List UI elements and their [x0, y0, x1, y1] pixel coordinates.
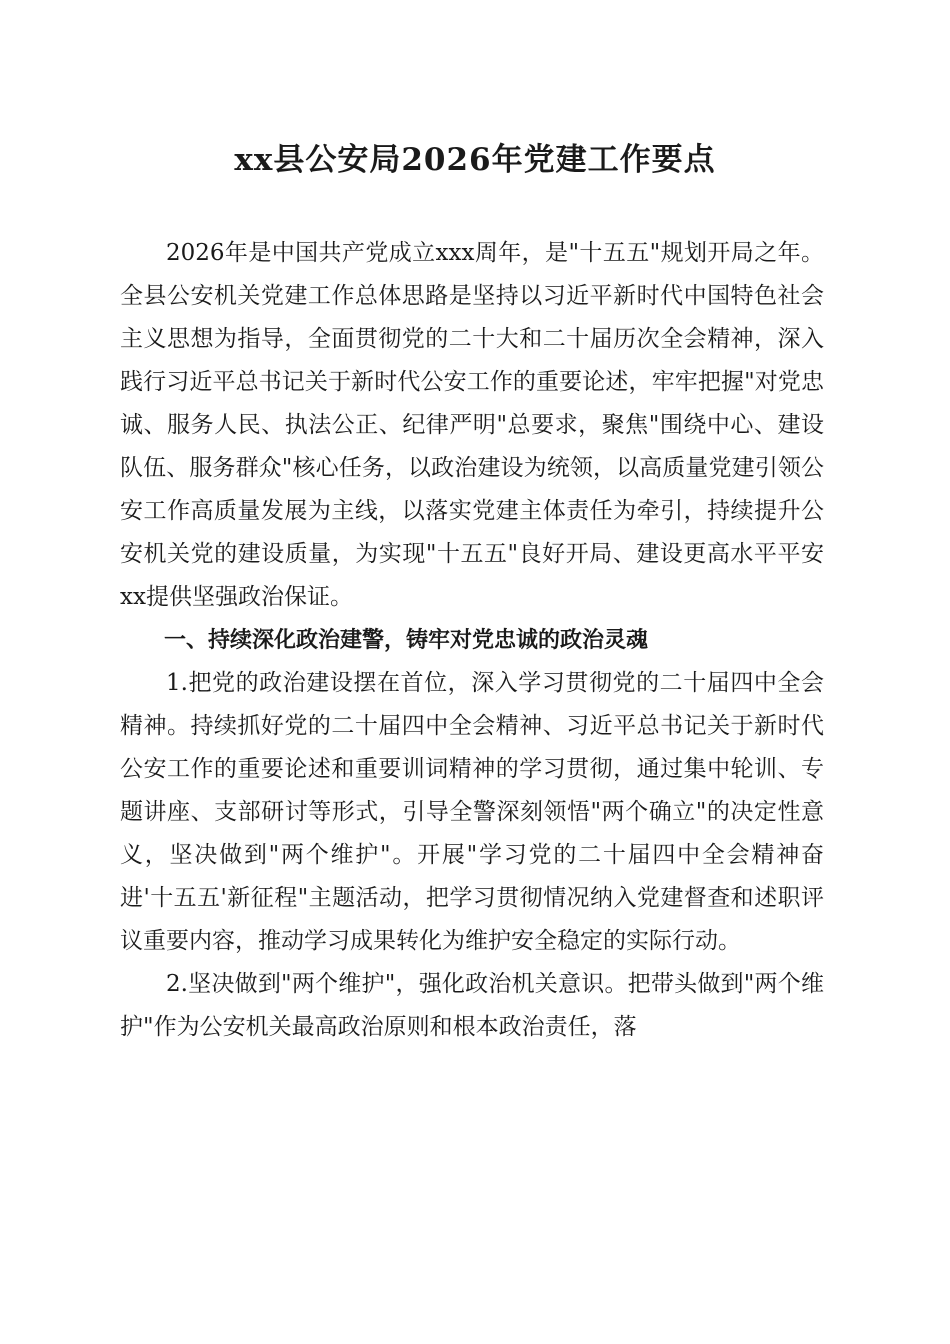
item-paragraph-2: 2.坚决做到"两个维护"，强化政治机关意识。把带头做到"两个维护"作为公安机关最高政治原则和根本政治责任，落	[120, 971, 824, 1040]
item-paragraph-1: 1.把党的政治建设摆在首位，深入学习贯彻党的二十届四中全会精神。持续抓好党的二十届四中全会精神、习近平总书记关于新时代公安工作的重要论述和重要训词精神的学习贯彻，通过集中轮训、专题讲座、支部研讨等形式，引导全警深刻领悟"两个确立"的决定性意义，坚决做到"两个维护"。开展"学习党的二十届四中全会精神奋进'十五五'新征程"主题活动，把学习贯彻情况纳入党建督查和述职评议重要内容，推动学习成果转化为维护安全稳定的实际行动。	[120, 670, 824, 954]
section-heading-1: 一、持续深化政治建警，铸牢对党忠诚的政治灵魂	[164, 628, 649, 653]
intro-paragraph: 2026年是中国共产党成立xxx周年，是"十五五"规划开局之年。全县公安机关党建工作总体思路是坚持以习近平新时代中国特色社会主义思想为指导，全面贯彻党的二十大和二十届历次全会精神，深入践行习近平总书记关于新时代公安工作的重要论述，牢牢把握"对党忠诚、服务人民、执法公正、纪律严明"总要求，聚焦"围绕中心、建设队伍、服务群众"核心任务，以政治建设为统领，以高质量党建引领公安工作高质量发展为主线，以落实党建主体责任为牵引，持续提升公安机关党的建设质量，为实现"十五五"良好开局、建设更高水平平安xx提供坚强政治保证。	[120, 240, 824, 610]
document-title: xx县公安局2026年党建工作要点	[234, 142, 716, 178]
document-body	[120, 232, 824, 1049]
